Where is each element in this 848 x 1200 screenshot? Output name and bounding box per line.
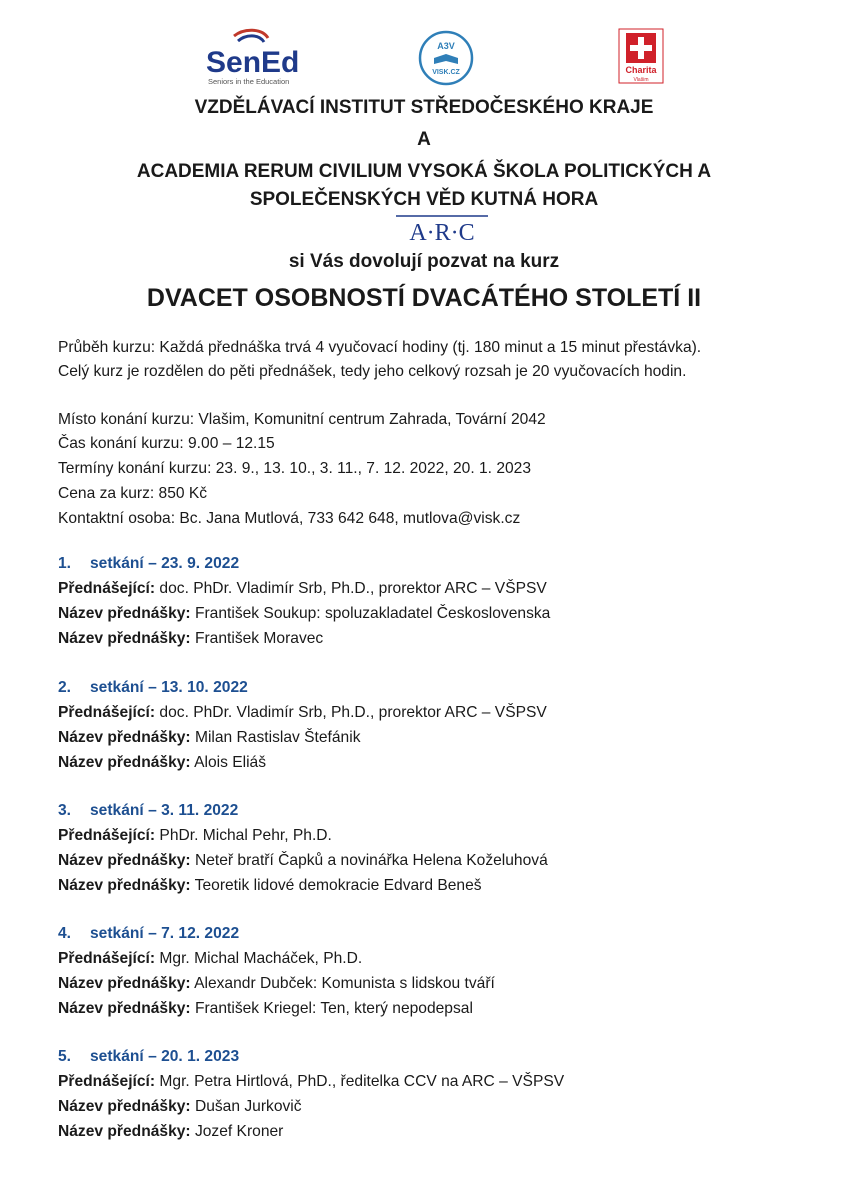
logo-row bbox=[0, 28, 848, 88]
session-heading: 5. setkání – 20. 1. 2023 bbox=[58, 1048, 240, 1065]
invitation-line: si Vás dovolují pozvat na kurz bbox=[288, 251, 560, 272]
session-heading: 4. setkání – 7. 12. 2022 bbox=[58, 925, 240, 942]
session-4 bbox=[58, 922, 818, 1022]
svg-text:Vlašim: Vlašim bbox=[633, 77, 649, 83]
sened-logo bbox=[204, 28, 300, 86]
session-lecturer: Přednášející: doc. PhDr. Vladimír Srb, Ph.D., prorektor ARC – VŠPSV bbox=[58, 704, 547, 721]
session-lecture-1: Název přednášky: František Soukup: spoluzakladatel Československa bbox=[58, 605, 551, 622]
svg-text:A·R·C: A·R·C bbox=[409, 220, 475, 245]
session-heading: 2. setkání – 13. 10. 2022 bbox=[58, 679, 248, 696]
svg-text:VISK.CZ: VISK.CZ bbox=[432, 69, 460, 76]
course-time: Čas konání kurzu: 9.00 – 12.15 bbox=[58, 435, 275, 452]
course-place: Místo konání kurzu: Vlašim, Komunitní centrum Zahrada, Tovární 2042 bbox=[58, 411, 546, 428]
conjunction: A bbox=[417, 129, 431, 150]
session-lecturer: Přednášející: Mgr. Petra Hirtlová, PhD., ředitelka CCV na ARC – VŠPSV bbox=[58, 1073, 565, 1090]
session-lecture-2: Název přednášky: Jozef Kroner bbox=[58, 1123, 284, 1140]
session-heading: 1. setkání – 23. 9. 2022 bbox=[58, 555, 240, 572]
session-lecture-1: Název přednášky: Dušan Jurkovič bbox=[58, 1098, 302, 1115]
session-1 bbox=[58, 552, 818, 652]
session-heading: 3. setkání – 3. 11. 2022 bbox=[58, 802, 239, 819]
academy-heading-line1: ACADEMIA RERUM CIVILIUM VYSOKÁ ŠKOLA POLITICKÝCH A bbox=[136, 161, 712, 182]
session-lecturer: Přednášející: Mgr. Michal Macháček, Ph.D. bbox=[58, 950, 363, 967]
academy-heading-line2: SPOLEČENSKÝCH VĚD KUTNÁ HORA bbox=[249, 189, 599, 210]
session-lecture-2: Název přednášky: František Kriegel: Ten, který nepodepsal bbox=[58, 1000, 473, 1017]
session-lecture-1: Název přednášky: Alexandr Dubček: Komunista s lidskou tváří bbox=[58, 975, 495, 992]
session-3 bbox=[58, 799, 818, 899]
svg-text:Charita: Charita bbox=[625, 65, 657, 75]
charita-logo bbox=[618, 28, 664, 84]
course-description-line1: Průběh kurzu: Každá přednáška trvá 4 vyučovací hodiny (tj. 180 minut a 15 minut přestávka). bbox=[58, 339, 702, 356]
course-description-line2: Celý kurz je rozdělen do pěti přednášek, tedy jeho celkový rozsah je 20 vyučovacích hodin. bbox=[58, 363, 687, 380]
institute-heading: VZDĚLÁVACÍ INSTITUT STŘEDOČESKÉHO KRAJE bbox=[194, 97, 654, 118]
course-price: Cena za kurz: 850 Kč bbox=[58, 485, 208, 502]
session-lecturer: Přednášející: PhDr. Michal Pehr, Ph.D. bbox=[58, 827, 332, 844]
session-lecture-1: Název přednášky: Neteř bratří Čapků a novinářka Helena Koželuhová bbox=[58, 852, 548, 869]
svg-text:A3V: A3V bbox=[437, 41, 455, 51]
session-2 bbox=[58, 676, 818, 776]
session-lecture-1: Název přednášky: Milan Rastislav Štefánik bbox=[58, 729, 361, 746]
arc-logo bbox=[392, 213, 492, 245]
svg-text:Seniors in the Education: Seniors in the Education bbox=[208, 77, 290, 86]
contact-person: Kontaktní osoba: Bc. Jana Mutlová, 733 642 648, mutlova@visk.cz bbox=[58, 510, 521, 527]
session-lecture-2: Název přednášky: Teoretik lidové demokracie Edvard Beneš bbox=[58, 877, 482, 894]
session-lecture-2: Název přednášky: František Moravec bbox=[58, 630, 324, 647]
session-5 bbox=[58, 1045, 818, 1145]
session-lecture-2: Název přednášky: Alois Eliáš bbox=[58, 754, 267, 771]
course-dates: Termíny konání kurzu: 23. 9., 13. 10., 3. 11., 7. 12. 2022, 20. 1. 2023 bbox=[58, 460, 532, 477]
svg-text:SenEd: SenEd bbox=[206, 46, 300, 79]
session-lecturer: Přednášející: doc. PhDr. Vladimír Srb, Ph.D., prorektor ARC – VŠPSV bbox=[58, 580, 547, 597]
course-title: DVACET OSOBNOSTÍ DVACÁTÉHO STOLETÍ II bbox=[146, 284, 702, 312]
a3v-visk-logo bbox=[418, 30, 474, 86]
